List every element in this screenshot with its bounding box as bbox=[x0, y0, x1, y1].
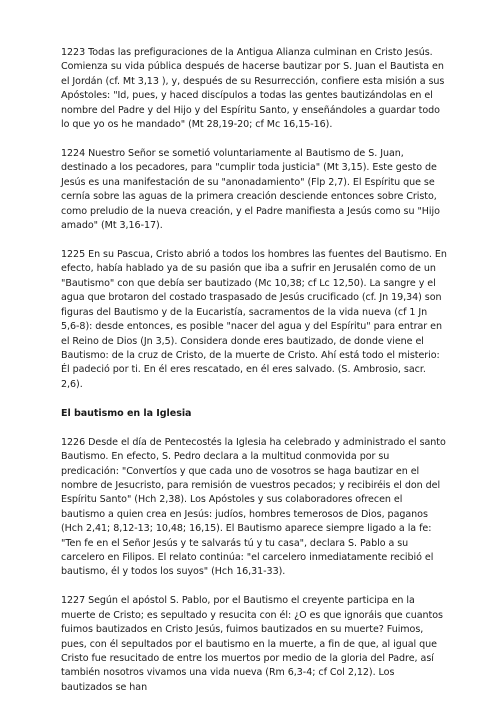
document-page bbox=[61, 46, 447, 710]
paragraph-1226: 1226 Desde el día de Pentecostés la Iglesia ha celebrado y administrado el santo Bautismo. En efecto, S. Pedro declara a la multitud conmovida por su predicación: "Convertíos y que cada uno de vosotros se haga bautizar en el nombre de Jesucristo, para remisión de vuestros pecados; y recibiréis el don del Espíritu Santo" (Hch 2,38). Los Apóstoles y sus colaboradores ofrecen el bautismo a quien crea en Jesús: judíos, hombres temerosos de Dios, paganos (Hch 2,41; 8,12-13; 10,48; 16,15). El Bautismo aparece siempre ligado a la fe: "Ten fe en el Señor Jesús y te salvarás tú y tu casa", declara S. Pablo a su carcelero en Filipos. El relato continúa: "el carcelero inmediatamente recibió el bautismo, él y todos los suyos" (Hch 16,31-33). bbox=[61, 436, 446, 578]
paragraph-1224: 1224 Nuestro Señor se sometió voluntariamente al Bautismo de S. Juan, destinado a los pecadores, para "cumplir toda justicia" (Mt 3,15). Este gesto de Jesús es una manifestación de su "anonadamiento" (Flp 2,7). El Espíritu que se cernía sobre las aguas de la primera creación desciende entonces sobre Cristo, como preludio de la nueva creación, y el Padre manifiesta a Jesús como su "Hijo amado" (Mt 3,16-17). bbox=[61, 148, 440, 232]
section-heading: El bautismo en la Iglesia bbox=[61, 407, 192, 419]
paragraph-1223: 1223 Todas las prefiguraciones de la Antigua Alianza culminan en Cristo Jesús. Comienza su vida pública después de hacerse bautizar por S. Juan el Bautista en el Jordán (cf. Mt 3,13 ), y, después de su Resurrección, confiere esta misión a sus Apóstoles: "Id, pues, y haced discípulos a todas las gentes bautizándolas en el nombre del Padre y del Hijo y del Espíritu Santo, y enseñándoles a guardar todo lo que yo os he mandado" (Mt 28,19-20; cf Mc 16,15-16). bbox=[61, 47, 445, 131]
paragraph-1227: 1227 Según el apóstol S. Pablo, por el Bautismo el creyente participa en la muerte de Cristo; es sepultado y resucita con él: ¿O es que ignoráis que cuantos fuimos bautizados en Cristo Jesús, fuimos bautizados en su muerte? Fuimos, pues, con él sepultados por el bautismo en la muerte, a fin de que, al igual que Cristo fue resucitado de entre los muertos por medio de la gloria del Padre, así también nosotros vivamos una vida nueva (Rm 6,3-4; cf Col 2,12). Los bautizados se han bbox=[61, 595, 443, 693]
paragraph-1225: 1225 En su Pascua, Cristo abrió a todos los hombres las fuentes del Bautismo. En efecto, había hablado ya de su pasión que iba a sufrir en Jerusalén como de un "Bautismo" con que debía ser bautizado (Mc 10,38; cf Lc 12,50). La sangre y el agua que brotaron del costado traspasado de Jesús crucificado (cf. Jn 19,34) son figuras del Bautismo y de la Eucaristía, sacramentos de la vida nueva (cf 1 Jn 5,6-8): desde entonces, es posible "nacer del agua y del Espíritu" para entrar en el Reino de Dios (Jn 3,5). Considera donde eres bautizado, de donde viene el Bautismo: de la cruz de Cristo, de la muerte de Cristo. Ahí está todo el misterio: Él padeció por ti. En él eres rescatado, en él eres salvado. (S. Ambrosio, sacr. 2,6). bbox=[61, 249, 447, 390]
